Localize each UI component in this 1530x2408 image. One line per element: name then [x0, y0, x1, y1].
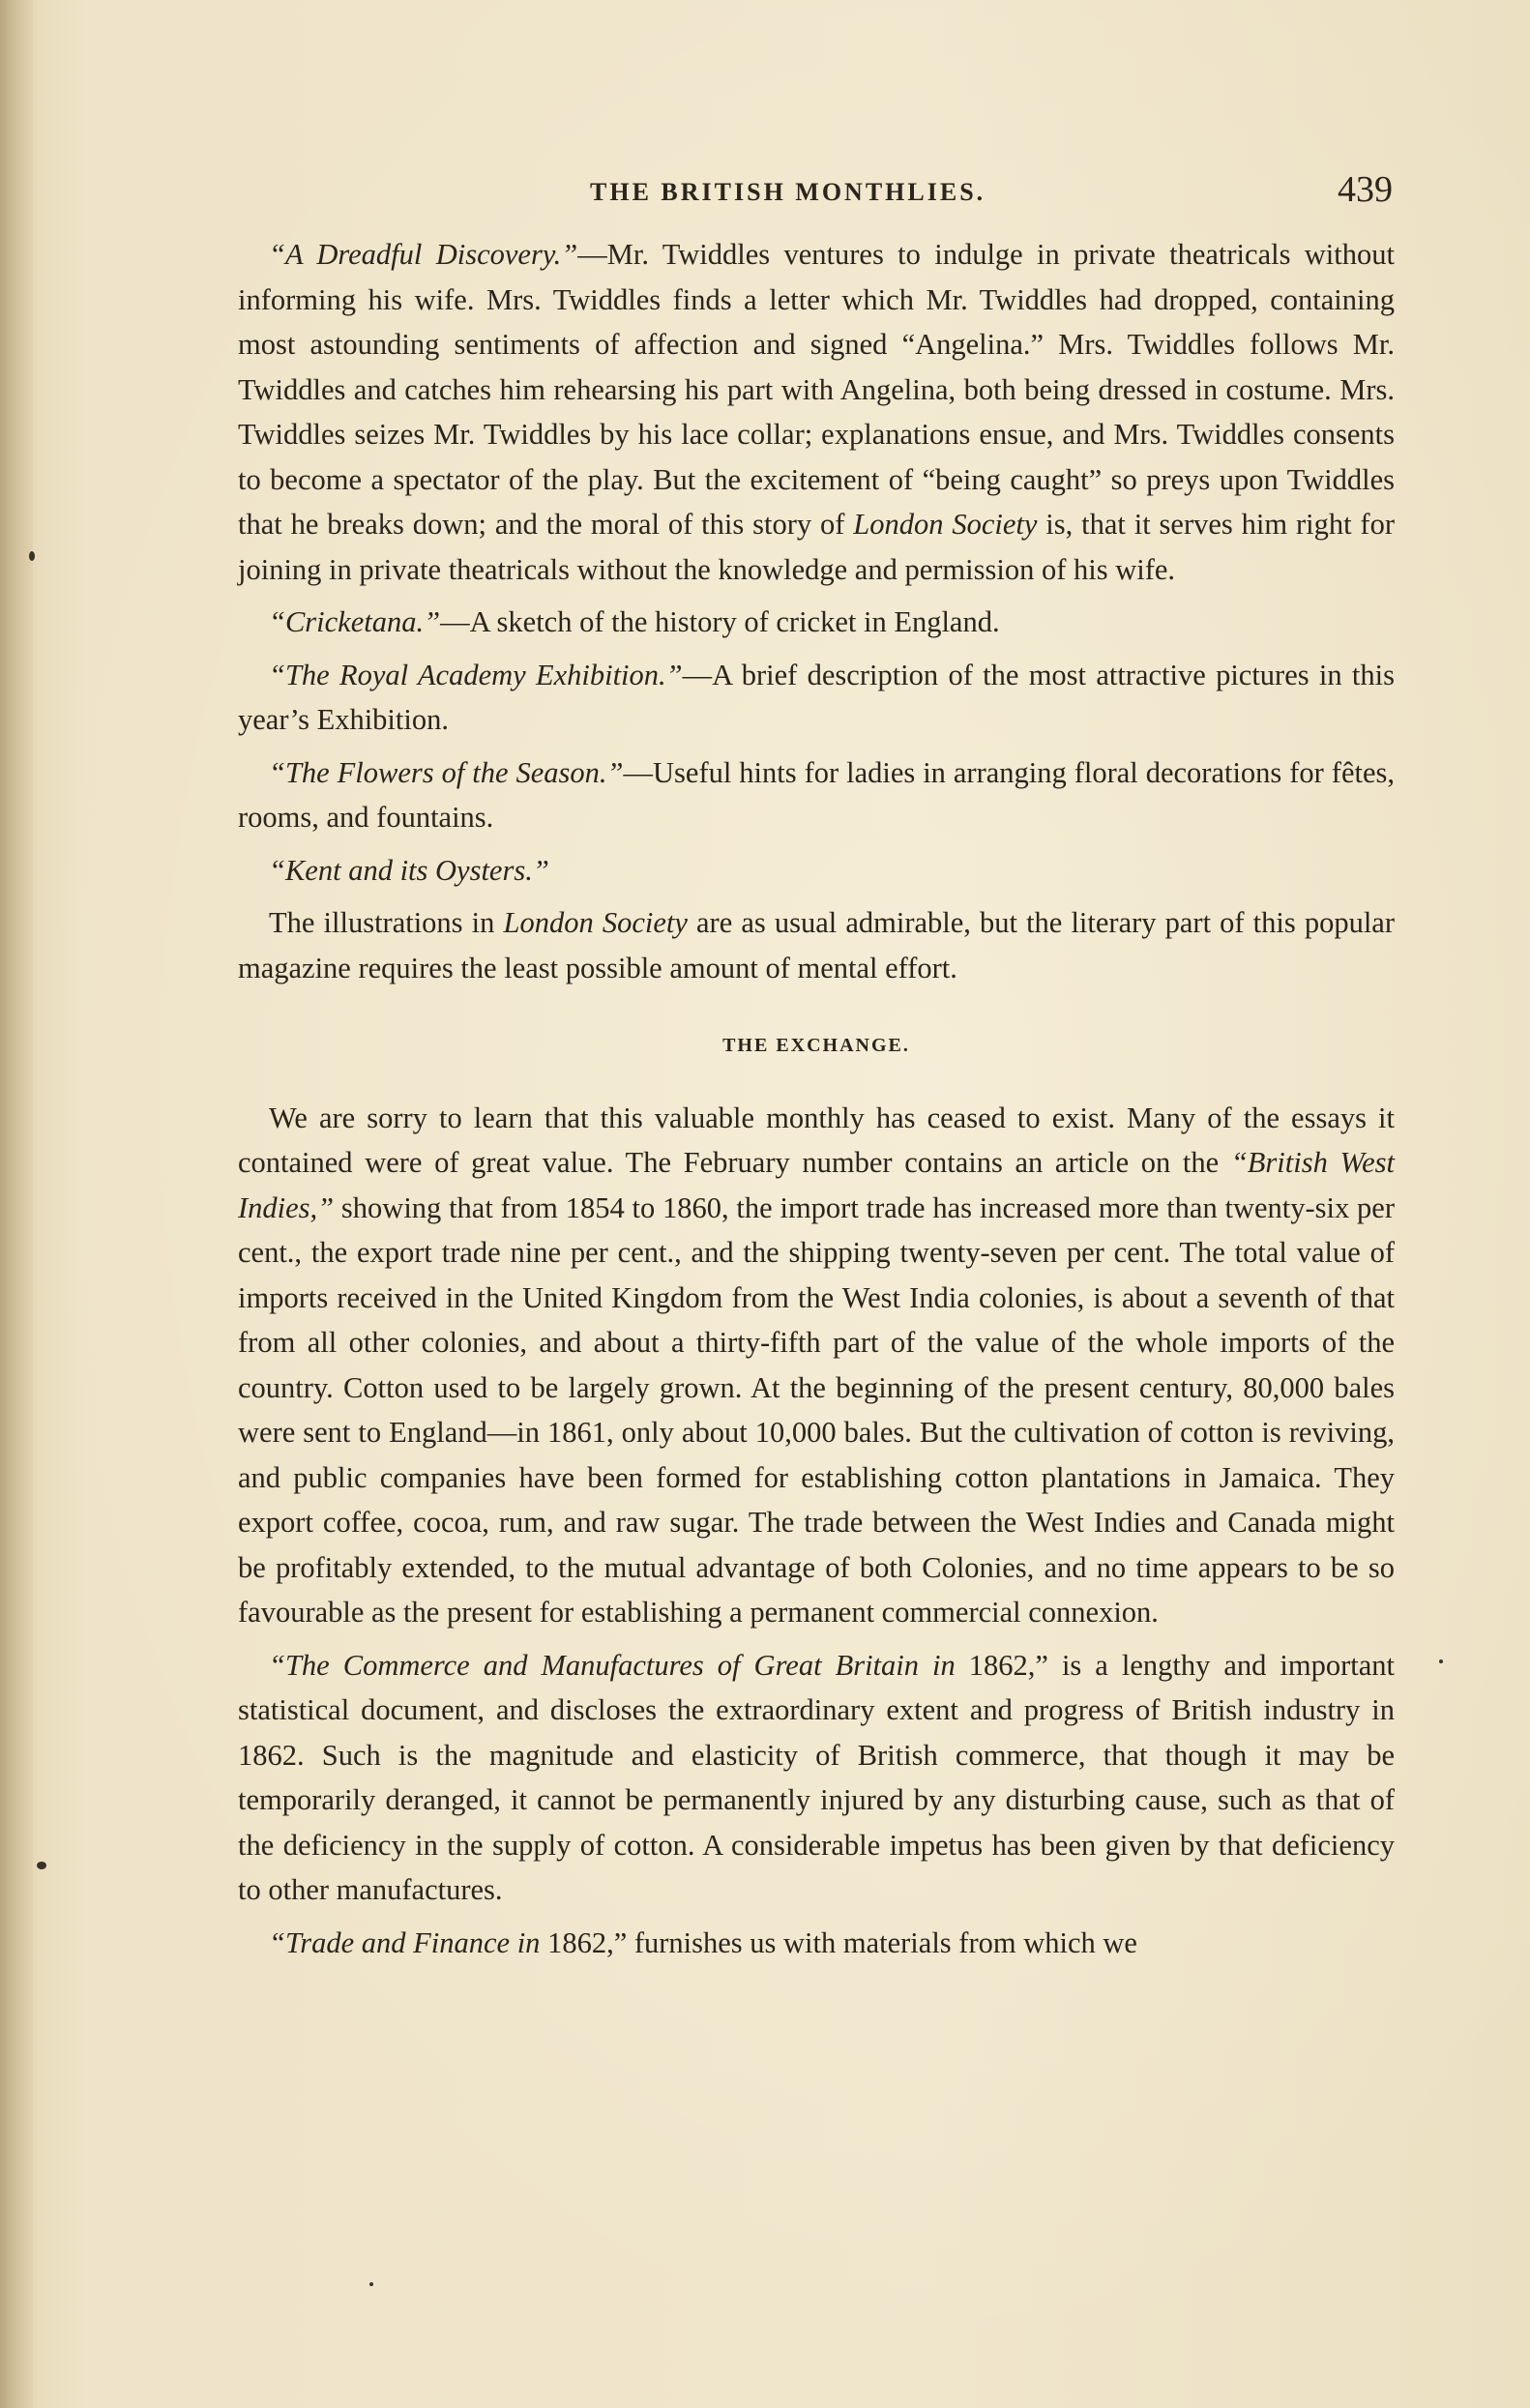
- body-text: [238, 232, 1395, 1973]
- article-title: “The Commerce and Manufactures of Great Britain in: [269, 1648, 956, 1682]
- running-title: THE BRITISH MONTHLIES.: [590, 178, 986, 206]
- article-title: “The Flowers of the Season.”: [269, 755, 624, 789]
- article-title: “The Royal Academy Exhibition.”: [269, 658, 683, 691]
- paragraph-trade-finance: “Trade and Finance in 1862,” furnishes us with materials from which we: [269, 1925, 1137, 1959]
- paragraph-royal-academy: “The Royal Academy Exhibition.”—A brief description of the most attractive pictures in this year’s Exhibition.: [238, 658, 1396, 736]
- article-title: “A Dreadful Discovery.”: [269, 238, 578, 271]
- article-title: “Kent and its Oysters.”: [269, 853, 549, 887]
- paragraph-exchange-intro: We are sorry to learn that this valuable monthly has ceased to exist. Many of the essays it contained were of great value. The February number contains an article on the “British West Indies,” showing that from 1854 to 1860, the import trade has increased more than twenty-six per cent., the export trade nine per cent., and the shipping twenty-seven per cent. The total value of imports received in the United Kingdom from the West India colonies, is about a seventh of that from all other colonies, and about a thirty-fifth part of the value of the whole imports of the country. Cotton used to be largely grown. At the beginning of the present century, 80,000 bales were sent to England—in 1861, only about 10,000 bales. But the cultivation of cotton is reviving, and public companies have been formed for establishing cotton plantations in Jamaica. They export coffee, cocoa, rum, and raw sugar. The trade between the West Indies and Canada might be profitably extended, to the mutual advantage of both Colonies, and no time appears to be so favourable as the present for establishing a permanent commercial connexion.: [238, 1101, 1395, 1629]
- paragraph-commerce-manufactures: “The Commerce and Manufactures of Great Britain in 1862,” is a lengthy and important statistical document, and discloses the extraordinary extent and progress of British industry in 1862. Such is the magnitude and elasticity of British commerce, that though it may be temporarily deranged, it cannot be permanently injured by any disturbing cause, such as that of the deficiency in the supply of cotton. A considerable impetus has been given by that deficiency to other manufactures.: [238, 1648, 1395, 1906]
- section-heading-exchange: THE EXCHANGE.: [722, 1035, 910, 1056]
- page-gutter: [0, 0, 33, 2408]
- paragraph-kent-oysters: [238, 848, 1395, 894]
- ink-speck: [37, 1862, 46, 1869]
- page-number: 439: [1338, 169, 1393, 210]
- article-title: “Trade and Finance in: [269, 1925, 541, 1959]
- paragraph-flowers: “The Flowers of the Season.”—Useful hints for ladies in arranging floral decorations for fêtes, rooms, and fountains.: [238, 755, 1395, 834]
- article-title: “Cricketana.”: [269, 605, 441, 638]
- ink-speck: [1439, 1659, 1443, 1663]
- ink-speck: [369, 2282, 373, 2286]
- paragraph-cricketana: “Cricketana.”—A sketch of the history of cricket in England.: [269, 605, 1000, 638]
- paragraph-illustrations: The illustrations in London Society are as usual admirable, but the literary part of this popular magazine requires the least possible amount of mental effort.: [238, 906, 1395, 984]
- paragraph-dreadful-discovery: “A Dreadful Discovery.”—Mr. Twiddles ventures to indulge in private theatricals without informing his wife. Mrs. Twiddles finds a letter which Mr. Twiddles had dropped, containing most astounding sentiments of affection and signed “Angelina.” Mrs. Twiddles follows Mr. Twiddles and catches him rehearsing his part with Angelina, both being dressed in costume. Mrs. Twiddles seizes Mr. Twiddles by his lace collar; explanations ensue, and Mrs. Twiddles consents to become a spectator of the play. But the excitement of “being caught” so preys upon Twiddles that he breaks down; and the moral of this story of London Society is, that it serves him right for joining in private theatricals without the knowledge and permission of his wife.: [238, 238, 1395, 586]
- ink-speck: [29, 551, 35, 561]
- running-head: [261, 164, 1393, 213]
